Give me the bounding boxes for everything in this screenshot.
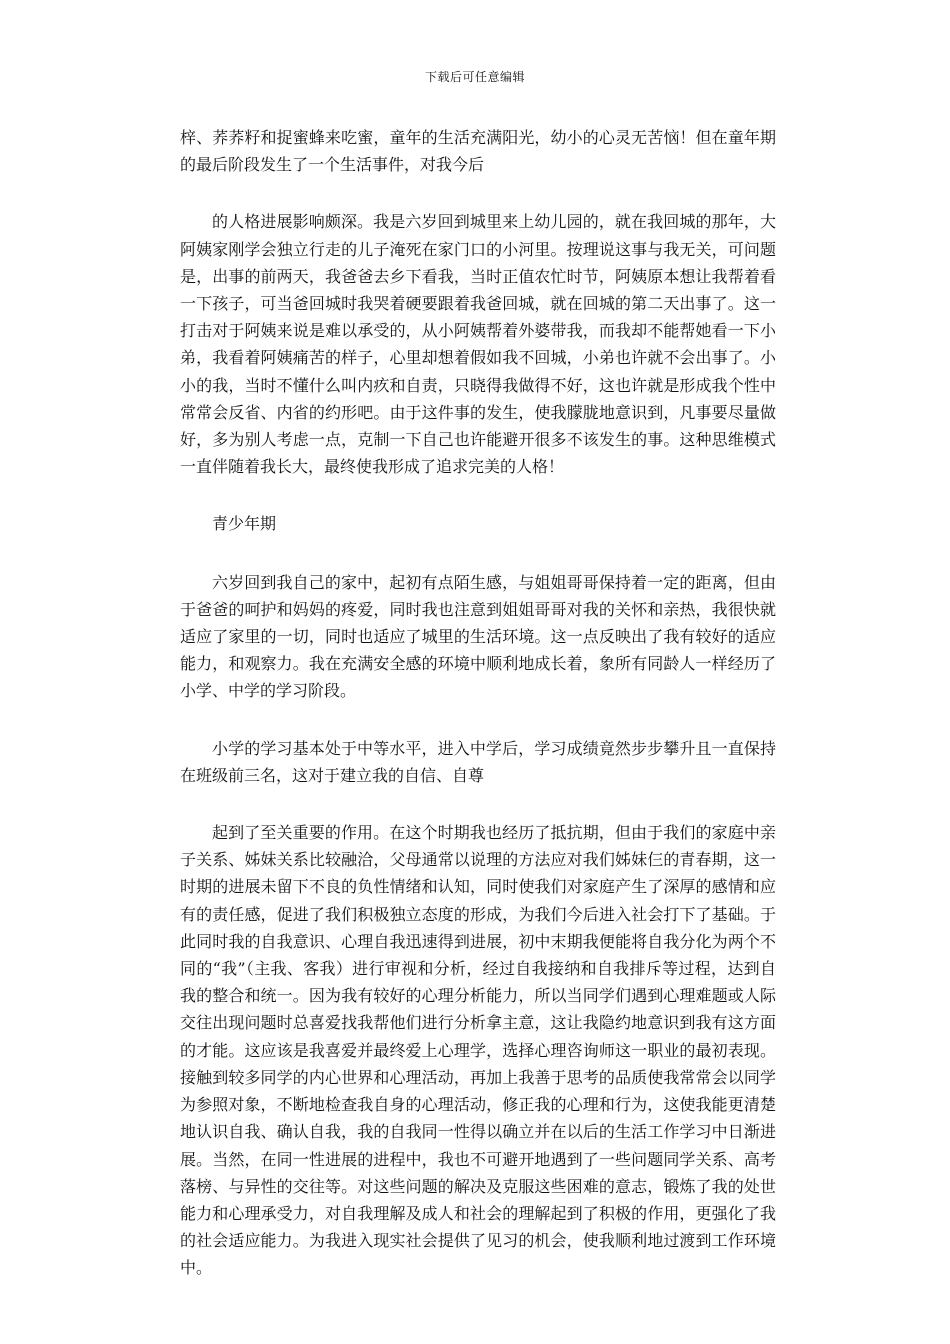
page-header-note: 下载后可任意编辑 xyxy=(424,70,525,84)
document-body xyxy=(180,124,776,1312)
paragraph-school-study: 小学的学习基本处于中等水平，进入中学后，学习成绩竟然步步攀升且一直保持在班级前三名，这对于建立我的自信、自尊 xyxy=(180,738,776,785)
paragraph-personality-development: 的人格进展影响颇深。我是六岁回到城里来上幼儿园的，就在我回城的那年，大阿姨家刚学会独立行走的儿子淹死在家门口的小河里。按理说这事与我无关，可问题是，出事的前两天，我爸爸去乡下看我，当时正值农忙时节，阿姨原本想让我帮着看一下孩子，可当爸回城时我哭着硬要跟着我爸回城，就在回城的第二天出事了。这一打击对于阿姨来说是难以承受的，从小阿姨帮着外婆带我，而我却不能帮她看一下小弟，我看着阿姨痛苦的样子，心里却想着假如我不回城，小弟也许就不会出事了。小小的我，当时不懂什么叫内疚和自责，只晓得我做得不好，这也许就是形成我个性中常常会反省、内省的约形吧。由于这件事的发生，使我朦胧地意识到，凡事要尽量做好，多为别人考虑一点，克制一下自己也许能避开很多不该发生的事。这种思维模式一直伴随着我长大，最终使我形成了追求完美的人格！ xyxy=(180,212,776,477)
paragraph-childhood-end: 梓、荞荞籽和捉蜜蜂来吃蜜，童年的生活充满阳光，幼小的心灵无苦恼！但在童年期的最后阶段发生了一个生活事件，对我今后 xyxy=(180,128,776,175)
paragraph-self-identity: 起到了至关重要的作用。在这个时期我也经历了抵抗期，但由于我们的家庭中亲子关系、姊妹关系比较融洽，父母通常以说理的方法应对我们姊妹仨的青春期，这一时期的进展未留下不良的负性情绪和认知，同时使我们对家庭产生了深厚的感情和应有的责任感，促进了我们积极独立态度的形成，为我们今后进入社会打下了基础。于此同时我的自我意识、心理自我迅速得到进展，初中末期我便能将自我分化为两个不同的“我”（主我、客我）进行审视和分析，经过自我接纳和自我排斥等过程，达到自我的整合和统一。因为我有较好的心理分析能力，所以当同学们遇到心理难题或人际交往出现问题时总喜爱找我帮他们进行分析拿主意，这让我隐约地意识到我有这方面的才能。这应该是我喜爱并最终爱上心理学，选择心理咨询师这一职业的最初表现。接触到较多同学的内心世界和心理活动，再加上我善于思考的品质使我常常会以同学为参照对象，不断地检查我自身的心理活动，修正我的心理和行为，这使我能更清楚地认识自我、确认自我，我的自我同一性得以确立并在以后的生活工作学习中日渐进展。当然，在同一性进展的进程中，我也不可避开地遇到了一些问题同学关系、高考落榜、与异性的交往等。对这些问题的解决及克服这些困难的意志，锻炼了我的处世能力和心理承受力，对自我理解及成人和社会的理解起到了积极的作用，更强化了我的社会适应能力。为我进入现实社会提供了见习的机会，使我顺利地过渡到工作环境中。 xyxy=(180,823,776,1278)
section-heading-adolescence: 青少年期 xyxy=(212,514,277,534)
paragraph-return-home: 六岁回到我自己的家中，起初有点陌生感，与姐姐哥哥保持着一定的距离，但由于爸爸的呵护和妈妈的疼爱，同时我也注意到姐姐哥哥对我的关怀和亲热，我很快就适应了家里的一切，同时也适应了城里的生活环境。这一点反映出了我有较好的适应能力，和观察力。我在充满安全感的环境中顺利地成长着，象所有同龄人一样经历了小学、中学的学习阶段。 xyxy=(180,572,776,701)
